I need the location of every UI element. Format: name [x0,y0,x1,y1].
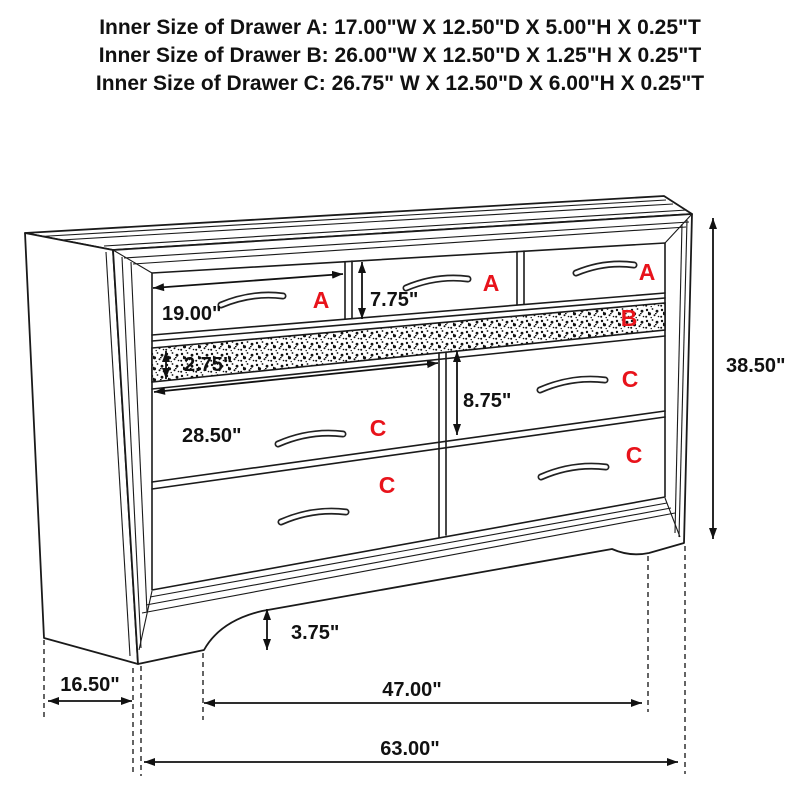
drawer-a1-label: A [312,287,330,313]
dim-drawer-a-height-label: 7.75" [370,289,419,311]
dim-foot-height [267,609,339,650]
drawer-a3-label: A [638,259,656,285]
dim-feet-span-label: 47.00" [382,679,442,701]
dim-drawer-a-width-label: 19.00" [162,303,222,325]
dim-strip-b-height-label: 2.75" [184,354,233,376]
drawer-a2-label: A [482,270,500,296]
dim-side-depth-label: 16.50" [60,674,120,696]
header-line-drawer-a: Inner Size of Drawer A: 17.00"W X 12.50"D X 5.00"H X 0.25"T [99,16,701,39]
drawer-c1-right-label: C [621,366,639,392]
drawer-c1-left-label: C [369,415,387,441]
drawer-c2-right-label: C [625,442,643,468]
strip-b-label: B [620,305,638,331]
dim-foot-height-label: 3.75" [291,622,340,644]
dim-overall-width-label: 63.00" [380,738,440,760]
dim-overall-height-label: 38.50" [726,355,786,377]
dim-overall-width [144,738,678,762]
header-line-drawer-c: Inner Size of Drawer C: 26.75" W X 12.50"D X 6.00"H X 0.25"T [95,72,705,95]
dim-drawer-c-height-label: 8.75" [463,390,512,412]
dim-drawer-c-width-label: 28.50" [182,425,242,447]
dresser-drawing [25,196,692,664]
dim-side-depth [48,674,132,701]
dim-overall-height [713,218,786,539]
drawer-c2-left-label: C [378,472,396,498]
header-line-drawer-b: Inner Size of Drawer B: 26.00"W X 12.50"D X 1.25"H X 0.25"T [98,44,702,67]
dim-feet-span [204,679,642,703]
